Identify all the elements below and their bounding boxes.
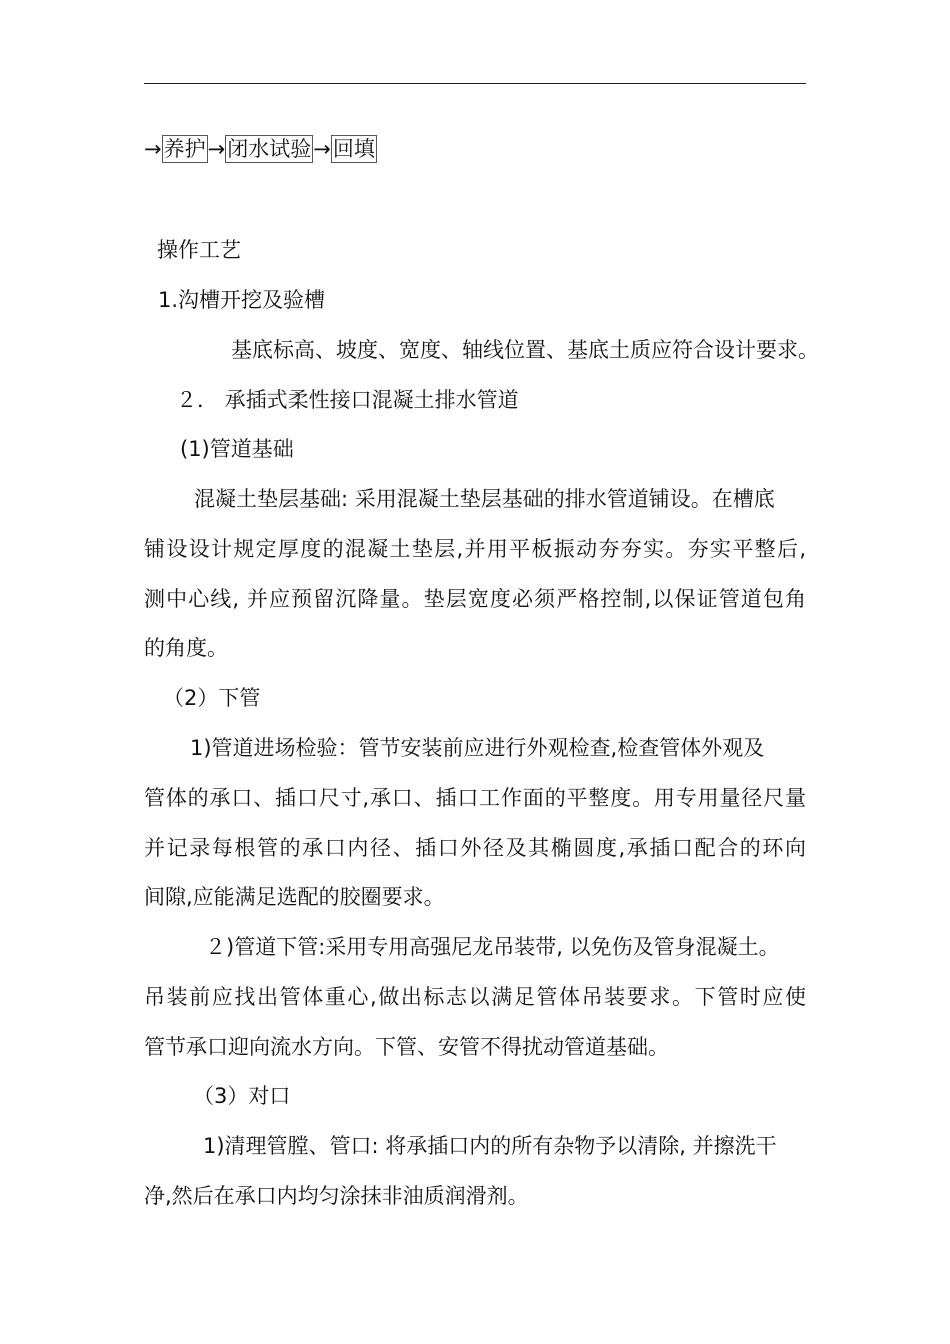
paragraph-line: 1)清理管膛、管口: 将承插口内的所有杂物予以清除, 并擦洗干 (203, 1134, 777, 1158)
flow-step-curing: 养护 (163, 137, 206, 161)
heading-lowering: （2）下管 (163, 686, 261, 710)
heading-jointing: （3）对口 (193, 1084, 291, 1108)
paragraph-line: 1)管道进场检验：管节安装前应进行外观检查,检查管体外观及 (190, 736, 765, 760)
paragraph-line: 净,然后在承口内均匀涂抹非油质润滑剂。 (144, 1184, 529, 1208)
paragraph-line: 测中心线, 并应预留沉降量。垫层宽度必须严格控制,以保证管道包角 (144, 587, 806, 611)
paragraph-line: 混凝土垫层基础: 采用混凝土垫层基础的排水管道铺设。在槽底 (194, 487, 775, 511)
paragraph-line: 并记录每根管的承口内径、插口外径及其椭圆度,承插口配合的环向 (144, 836, 806, 860)
heading-trench: 1.沟槽开挖及验槽 (158, 288, 326, 312)
flow-step-backfill: 回填 (332, 137, 375, 161)
flow-step-water-test: 闭水试验 (227, 137, 312, 161)
heading-foundation: (1)管道基础 (180, 437, 294, 461)
heading-pipeline: ２． 承插式柔性接口混凝土排水管道 (176, 388, 519, 412)
paragraph-line: 间隙,应能满足选配的胶圈要求。 (144, 885, 445, 909)
paragraph-line: 铺设设计规定厚度的混凝土垫层,并用平板振动夯夯实。夯实平整后, (144, 537, 806, 561)
header-rule (144, 83, 806, 84)
arrow-icon: → (144, 137, 162, 161)
paragraph-line: ２)管道下管:采用专用高强尼龙吊装带, 以免伤及管身混凝土。 (205, 935, 780, 959)
process-flow (144, 134, 377, 164)
paragraph-line: 的角度。 (144, 636, 228, 660)
arrow-icon: → (207, 137, 226, 161)
paragraph-line: 管体的承口、插口尺寸,承口、插口工作面的平整度。用专用量径尺量 (144, 786, 806, 810)
paragraph-line: 吊装前应找出管体重心,做出标志以满足管体吊装要求。下管时应使 (144, 985, 806, 1009)
section-title: 操作工艺 (157, 238, 241, 262)
paragraph-line: 管节承口迎向流水方向。下管、安管不得扰动管道基础。 (144, 1035, 669, 1059)
arrow-icon: → (313, 137, 331, 161)
paragraph-trench: 基底标高、坡度、宽度、轴线位置、基底土质应符合设计要求。 (231, 338, 819, 362)
